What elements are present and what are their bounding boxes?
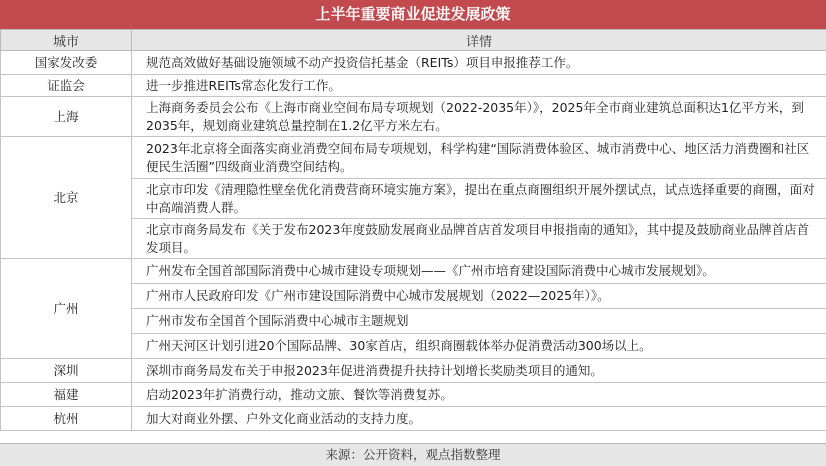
table-row xyxy=(1,383,826,407)
header-city: 城市 xyxy=(1,30,132,51)
table-row xyxy=(1,51,826,75)
detail-cell: 启动2023年扩消费行动，推动文旅、餐饮等消费复苏。 xyxy=(132,383,826,407)
detail-cell: 广州发布全国首部国际消费中心城市建设专项规划——《广州市培育建设国际消费中心城市发展规划》。 xyxy=(132,259,826,284)
source-note: 来源：公开资料，观点指数整理 xyxy=(0,443,826,466)
detail-cell: 北京市印发《清理隐性壁垒优化消费营商环境实施方案》，提出在重点商圈组织开展外摆试点，试点选择重要的商圈，面对中高端消费人群。 xyxy=(132,179,826,219)
detail-cell: 加大对商业外摆、户外文化商业活动的支持力度。 xyxy=(132,407,826,431)
table-row xyxy=(1,137,826,179)
detail-cell: 广州天河区计划引进20个国际品牌、30家首店，组织商圈载体举办促消费活动300场以上。 xyxy=(132,334,826,359)
detail-cell: 广州市发布全国首个国际消费中心城市主题规划 xyxy=(132,309,826,334)
table-row xyxy=(1,359,826,383)
city-cell: 福建 xyxy=(1,383,132,407)
city-cell: 证监会 xyxy=(1,75,132,97)
table-row xyxy=(1,75,826,97)
policy-table xyxy=(0,29,826,431)
table-body xyxy=(1,51,826,431)
header-detail: 详情 xyxy=(132,30,826,51)
city-cell: 深圳 xyxy=(1,359,132,383)
table-header-row xyxy=(1,30,826,51)
detail-cell: 上海商务委员会公布《上海市商业空间布局专项规划（2022-2035年）》，2025年全市商业建筑总面积达1亿平方米，到2035年，规划商业建筑总量控制在1.2亿平方米左右。 xyxy=(132,97,826,137)
table-row xyxy=(1,97,826,137)
detail-cell: 北京市商务局发布《关于发布2023年度鼓励发展商业品牌首店首发项目申报指南的通知》，其中提及鼓励商业品牌首店首发项目。 xyxy=(132,219,826,259)
city-cell: 国家发改委 xyxy=(1,51,132,75)
table-title: 上半年重要商业促进发展政策 xyxy=(0,0,826,29)
city-cell: 北京 xyxy=(1,137,132,259)
detail-cell: 深圳市商务局发布关于申报2023年促进消费提升扶持计划增长奖励类项目的通知。 xyxy=(132,359,826,383)
table-row xyxy=(1,407,826,431)
city-cell: 广州 xyxy=(1,259,132,359)
table-row xyxy=(1,259,826,284)
detail-cell: 2023年北京将全面落实商业消费空间布局专项规划，科学构建“国际消费体验区、城市消费中心、地区活力消费圈和社区便民生活圈”四级商业消费空间结构。 xyxy=(132,137,826,179)
detail-cell: 规范高效做好基础设施领域不动产投资信托基金（REITs）项目申报推荐工作。 xyxy=(132,51,826,75)
city-cell: 上海 xyxy=(1,97,132,137)
detail-cell: 广州市人民政府印发《广州市建设国际消费中心城市发展规划（2022—2025年）》。 xyxy=(132,284,826,309)
city-cell: 杭州 xyxy=(1,407,132,431)
detail-cell: 进一步推进REITs常态化发行工作。 xyxy=(132,75,826,97)
